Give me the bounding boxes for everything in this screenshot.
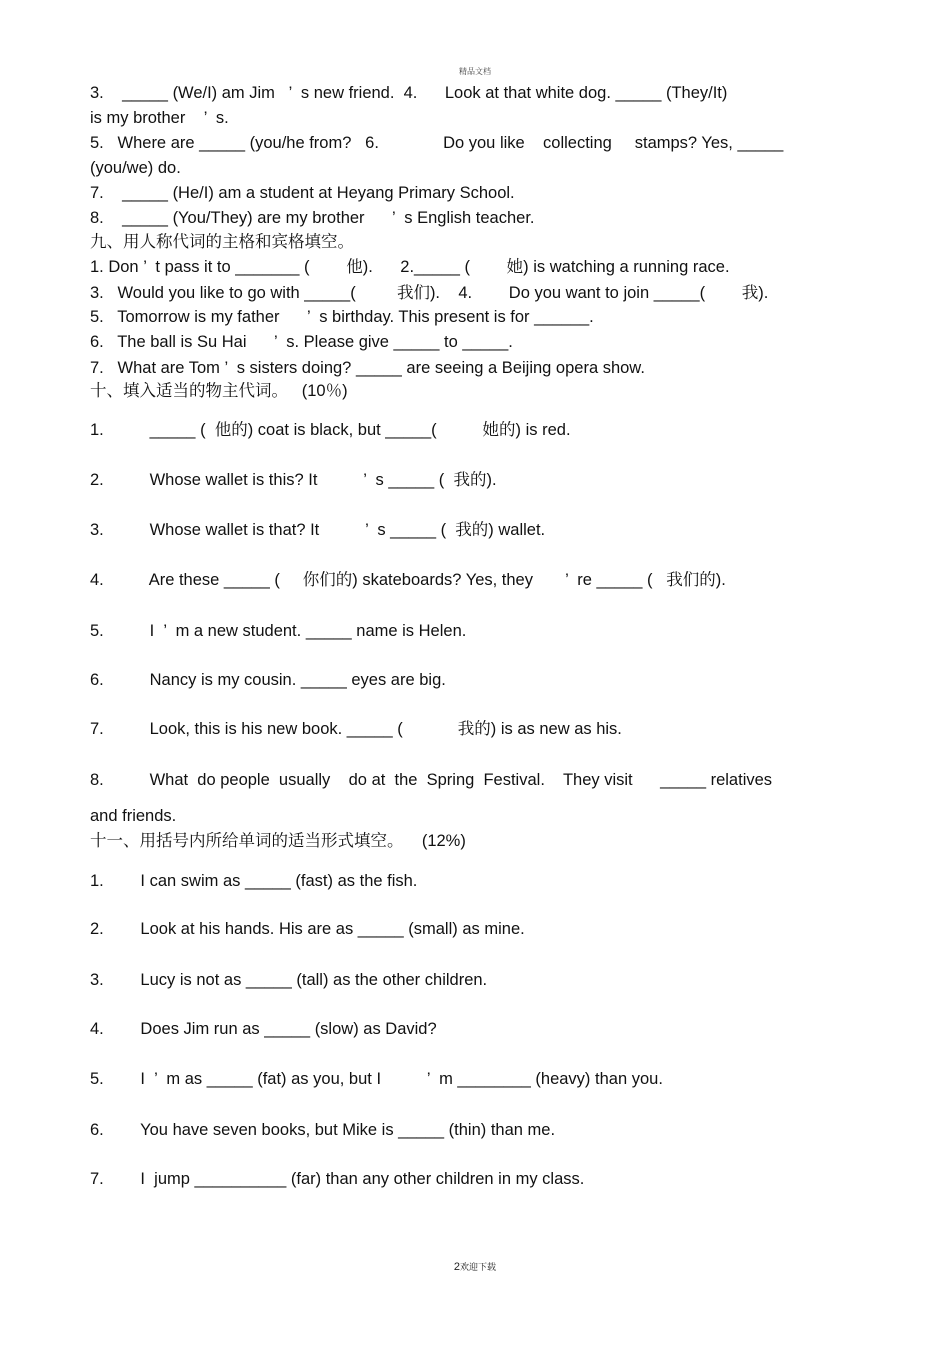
exercise-line: 7. What are Tom ’ s sisters doing? _____ are seeing a Beijing opera show. <box>90 359 645 377</box>
exercise-line: 6. Nancy is my cousin. _____ eyes are big. <box>90 671 446 689</box>
exercise-line: 7. Look, this is his new book. _____ ( 我的) is as new as his. <box>90 720 622 738</box>
exercise-line: and friends. <box>90 807 177 825</box>
exercise-line: 5. I ’ m as _____ (fat) as you, but I ’ m ________ (heavy) than you. <box>90 1070 663 1088</box>
exercise-line: (you/we) do. <box>90 159 181 177</box>
section-heading: 十、填入适当的物主代词。 (10％) <box>90 382 348 400</box>
exercise-line: 3. _____ (We/I) am Jim ’ s new friend. 4. Look at that white dog. _____ (They/It) <box>90 84 728 102</box>
exercise-line: 7. _____ (He/I) am a student at Heyang Primary School. <box>90 184 515 202</box>
exercise-line: 3. Whose wallet is that? It ’ s _____ ( 我的) wallet. <box>90 521 546 539</box>
exercise-line: 2. Look at his hands. His are as _____ (small) as mine. <box>90 920 525 938</box>
page-header: 精品文档 <box>459 67 491 76</box>
exercise-line: 5. I ’ m a new student. _____ name is Helen. <box>90 622 467 640</box>
section-heading: 十一、用括号内所给单词的适当形式填空。 (12%) <box>90 832 466 850</box>
section-heading: 九、用人称代词的主格和宾格填空。 <box>90 233 354 251</box>
exercise-line: 4. Are these _____ ( 你们的) skateboards? Yes, they ’ re _____ ( 我们的). <box>90 571 726 589</box>
footer-text: 欢迎下载 <box>460 1262 497 1272</box>
exercise-line: 1. I can swim as _____ (fast) as the fish. <box>90 872 418 890</box>
exercise-line: 2. Whose wallet is this? It ’ s _____ ( 我的). <box>90 471 497 489</box>
exercise-line: 8. What do people usually do at the Spring Festival. They visit _____ relatives <box>90 771 773 789</box>
exercise-line: is my brother ’ s. <box>90 109 229 127</box>
exercise-line: 1. Don ’ t pass it to _______ ( 他). 2._____ ( 她) is watching a running race. <box>90 258 730 276</box>
exercise-line: 1. _____ ( 他的) coat is black, but _____( 她的) is red. <box>90 421 571 439</box>
exercise-line: 5. Tomorrow is my father ’ s birthday. This present is for ______. <box>90 308 594 326</box>
exercise-line: 3. Lucy is not as _____ (tall) as the other children. <box>90 971 488 989</box>
exercise-line: 7. I jump __________ (far) than any other children in my class. <box>90 1170 585 1188</box>
exercise-line: 6. You have seven books, but Mike is _____ (thin) than me. <box>90 1121 556 1139</box>
page-number: 2 <box>453 1261 461 1273</box>
exercise-line: 5. Where are _____ (you/he from? 6. Do you like collecting stamps? Yes, _____ <box>90 134 784 152</box>
exercise-line: 3. Would you like to go with _____( 我们). 4. Do you want to join _____( 我). <box>90 284 769 302</box>
exercise-line: 4. Does Jim run as _____ (slow) as David? <box>90 1020 437 1038</box>
exercise-line: 6. The ball is Su Hai ’ s. Please give _____ to _____. <box>90 333 513 351</box>
exercise-line: 8. _____ (You/They) are my brother ’ s English teacher. <box>90 209 535 227</box>
page-footer <box>0 1260 950 1273</box>
